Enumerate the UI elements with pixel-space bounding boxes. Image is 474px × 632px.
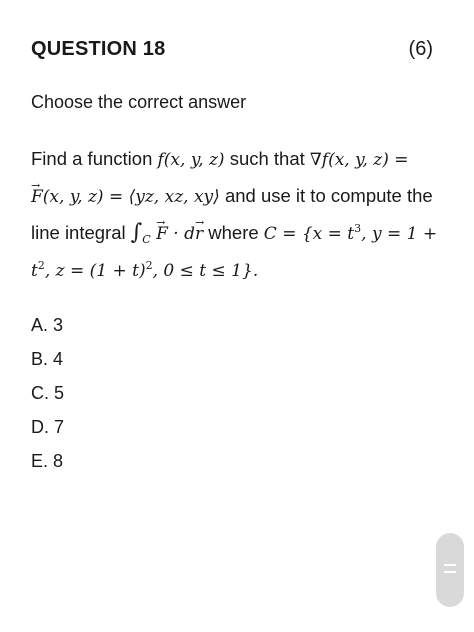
math-curve-def-part1: [264, 224, 437, 244]
scroll-handle-icon[interactable]: [436, 533, 464, 607]
problem-statement: [31, 140, 451, 288]
option-b[interactable]: B. 4: [31, 349, 64, 369]
grip-line-top: [444, 564, 456, 566]
vector-F: → F: [31, 179, 43, 216]
question-marks: (6): [408, 38, 433, 60]
option-d[interactable]: D. 7: [31, 417, 65, 437]
exponent-3: 3: [354, 222, 362, 235]
problem-line-3: [31, 214, 451, 251]
exponent-2b: 2: [145, 259, 153, 272]
vector-r: → r: [195, 216, 203, 253]
vector-F-integrand: → F: [156, 216, 168, 253]
instruction-text: Choose the correct answer: [31, 92, 247, 112]
curve-z-def: , z = (1 + t): [44, 261, 146, 281]
problem-line-1: [31, 140, 451, 177]
problem-line-2: [31, 177, 451, 214]
problem-text-use-it: and use it to compute the: [224, 185, 433, 206]
curve-x-def: C = {x = t: [263, 224, 355, 244]
problem-line-4: [31, 251, 451, 288]
option-e[interactable]: E. 8: [31, 451, 64, 471]
math-gradient-f: ∇f(x, y, z) =: [309, 150, 409, 170]
answer-options: [31, 308, 64, 478]
problem-text-line-integral: line integral: [31, 222, 126, 243]
question-title: QUESTION 18: [31, 38, 166, 60]
math-F-definition: (x, y, z) = ⟨yz, xz, xy⟩: [42, 187, 220, 207]
curve-t-range: , 0 ≤ t ≤ 1}.: [152, 261, 259, 281]
math-line-integral: [130, 220, 204, 246]
question-header: [31, 38, 441, 66]
math-curve-def-part2: [31, 261, 258, 281]
exponent-2a: 2: [37, 259, 45, 272]
grip-line-bottom: [444, 571, 456, 573]
integral-sign: ∫: [130, 220, 143, 245]
problem-text-such-that: such that: [229, 148, 305, 169]
math-vector-field: [31, 187, 220, 207]
math-f-xyz: f(x, y, z): [157, 150, 225, 170]
problem-text-where: where: [208, 222, 259, 243]
option-c[interactable]: C. 5: [31, 383, 65, 403]
dot-operator: ·: [173, 224, 179, 244]
differential-d: d: [184, 224, 195, 244]
curve-t: t: [31, 261, 38, 281]
curve-y-def-start: , y = 1 +: [361, 224, 438, 244]
integral-subscript: C: [142, 233, 151, 246]
problem-text-find: Find a function: [31, 148, 153, 169]
option-a[interactable]: A. 3: [31, 315, 64, 335]
